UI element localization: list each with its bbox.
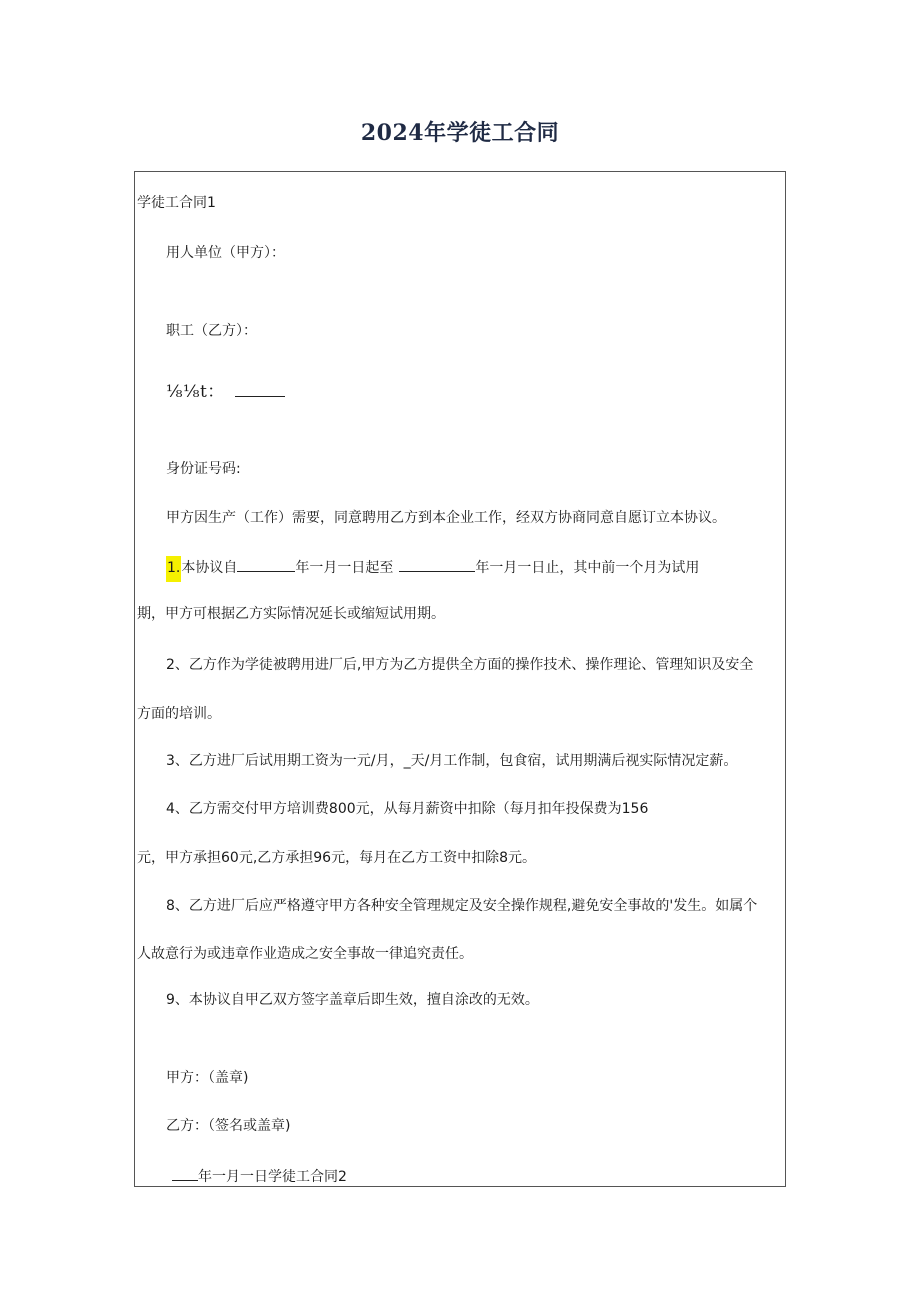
clause-8-continued: 人故意行为或违章作业造成之安全事故一律追究责任。 — [137, 946, 473, 962]
clause-1-continued: 期，甲方可根据乙方实际情况延长或缩短试用期。 — [137, 606, 445, 622]
clause-1-blank-start — [237, 557, 295, 572]
document-title: 2024年学徒工合同 — [360, 120, 560, 146]
clause-1 — [166, 556, 699, 582]
date-line-blank — [172, 1166, 198, 1181]
clause-1-number: 1. — [166, 556, 181, 582]
signature-party-b: 乙方：（签名或盖章) — [166, 1118, 291, 1134]
clause-3: 3、乙方进厂后试用期工资为一元/月，_天/月工作制，包食宿，试用期满后视实际情况定薪。 — [166, 753, 738, 769]
clause-4: 4、乙方需交付甲方培训费800元，从每月薪资中扣除（每月扣年投保费为156 — [166, 801, 649, 817]
clause-4-continued: 元，甲方承担60元,乙方承担96元，每月在乙方工资中扣除8元。 — [137, 850, 536, 866]
clause-9: 9、本协议自甲乙双方签字盖章后即生效，擅自涂改的无效。 — [166, 992, 539, 1008]
date-line — [172, 1166, 347, 1187]
signature-party-a: 甲方：（盖章) — [166, 1070, 249, 1086]
garbled-field-row — [166, 382, 285, 403]
clause-2: 2、乙方作为学徒被聘用进厂后,甲方为乙方提供全方面的操作技术、操作理论、管理知识及安全 — [166, 657, 754, 673]
clause-1-part-b: 年一月一日起至 — [295, 560, 394, 576]
id-number-label: 身份证号码: — [166, 461, 241, 477]
date-line-text: 年一月一日学徒工合同2 — [198, 1169, 347, 1185]
clause-8: 8、乙方进厂后应严格遵守甲方各种安全管理规定及安全操作规程,避免安全事故的'发生。如属个 — [166, 898, 758, 914]
garbled-field-blank — [235, 382, 285, 397]
clause-1-blank-end — [399, 557, 475, 572]
intro-paragraph: 甲方因生产（工作）需要，同意聘用乙方到本企业工作，经双方协商同意自愿订立本协议。 — [166, 510, 726, 526]
clause-2-continued: 方面的培训。 — [137, 706, 221, 722]
clause-1-part-a: 本协议自 — [181, 560, 238, 576]
party-b-label: 职工（乙方）： — [166, 323, 257, 339]
garbled-field-label: ⅛⅛t： — [166, 382, 225, 402]
section-heading: 学徒工合同1 — [137, 195, 216, 211]
party-a-label: 用人单位（甲方）： — [166, 245, 285, 261]
clause-1-part-c: 年一月一日止，其中前一个月为试用 — [475, 560, 700, 576]
